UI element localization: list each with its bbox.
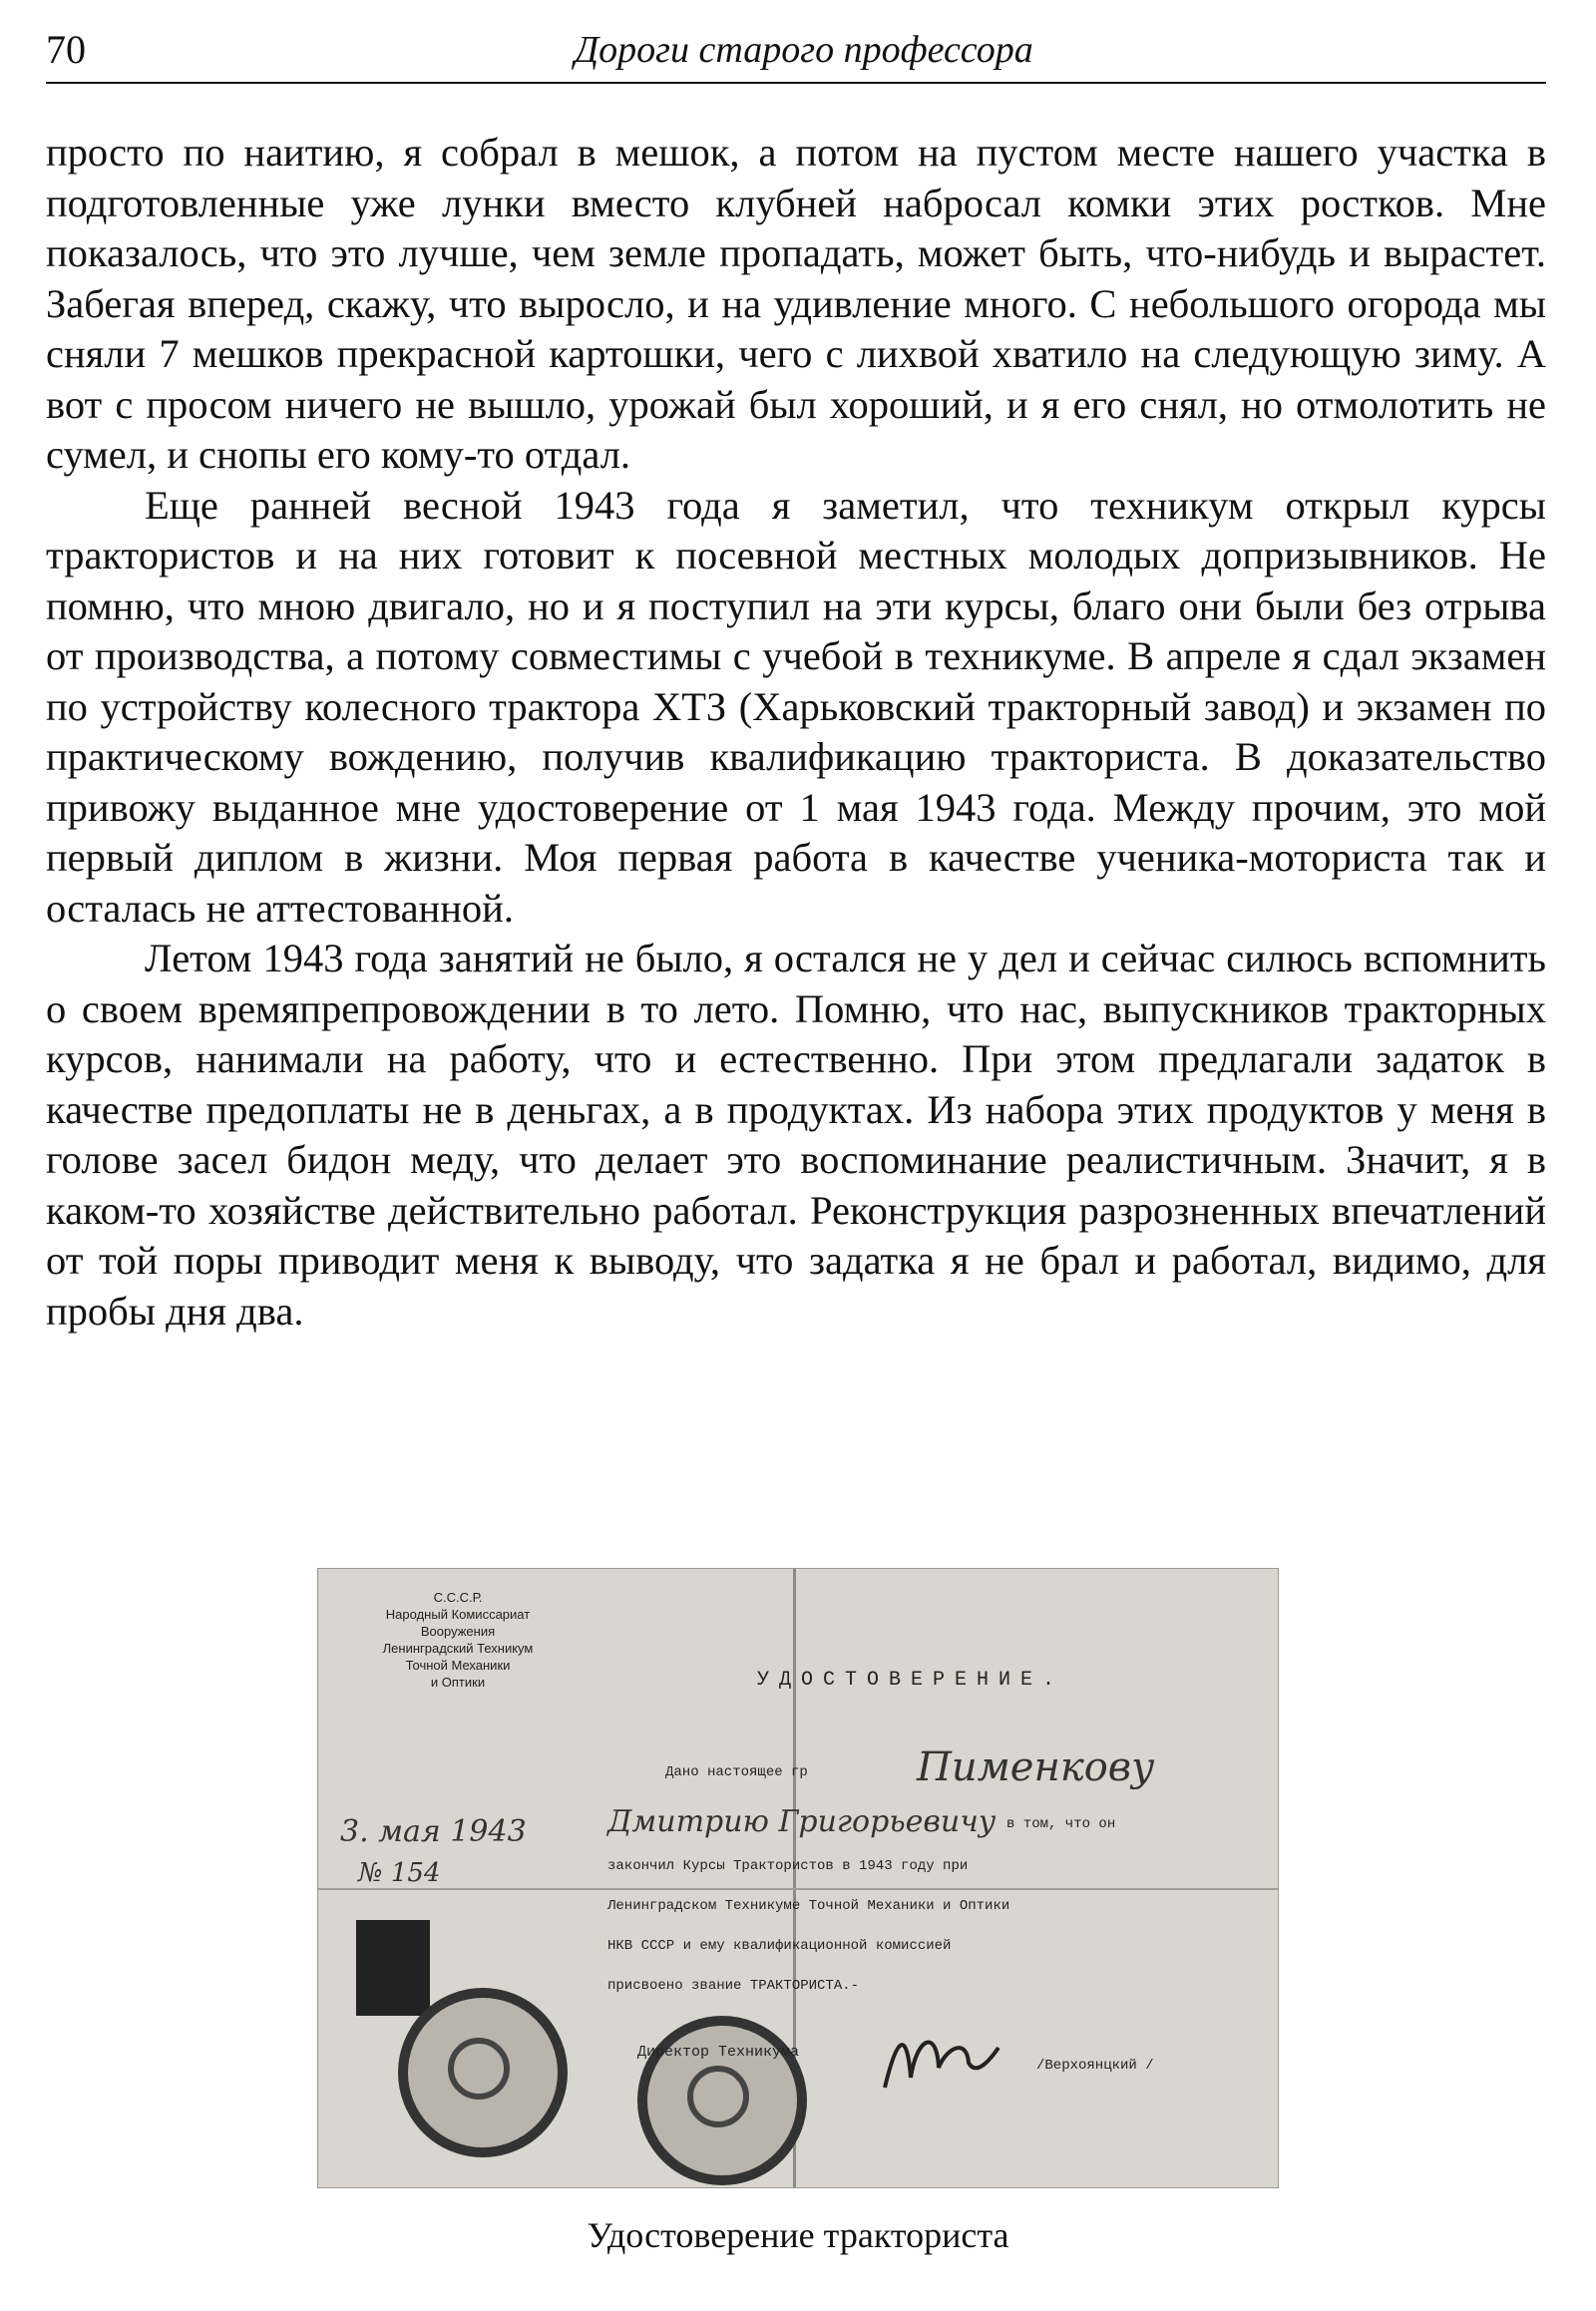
page-header [46, 22, 1546, 84]
round-seal [398, 1988, 568, 2157]
typed-line: закончил Курсы Трактористов в 1943 году при [607, 1858, 969, 1874]
fold-line-horizontal [318, 1888, 1278, 1890]
round-seal [637, 2016, 807, 2185]
certificate-title: УДОСТОВЕРЕНИЕ. [757, 1669, 1065, 1692]
stamp-line: Ленинградский Техникум [382, 1641, 534, 1656]
figure-caption: Удостоверение тракториста [587, 2215, 1009, 2255]
paragraph-1: просто по наитию, я собрал в мешок, а потом на пустом месте нашего участка в подготовленные уже лунки вместо клубней набросал комки этих ростков. Мне показалось, что это лучше, чем земле пропадать, может быть, что-нибудь и вырастет. Забегая вперед, скажу, что выросло, и на удивление много. С небольшого огорода мы сняли 7 мешков прекрасной картошки, чего с лихвой хватило на следующую зиму. А вот с просом ничего не вышло, урожай был хороший, и я его снял, но отмолотить не сумел, и снопы его кому-то отдал. [46, 130, 1546, 477]
stamp-line: Народный Комиссариат [385, 1607, 531, 1622]
certificate-photo [317, 1568, 1279, 2188]
typed-line: Дано настоящее гр [665, 1764, 808, 1780]
issue-date: 3. мая 1943 [340, 1814, 527, 1849]
page-number: 70 [46, 27, 86, 72]
recipient-surname: Пименкову [917, 1744, 1155, 1790]
portrait-photo [356, 1920, 430, 2016]
stamp-line: и Оптики [430, 1675, 486, 1690]
issuer-stamp [328, 1589, 588, 1691]
certificate-number: № 154 [358, 1858, 441, 1888]
body-text [46, 128, 1546, 1337]
typed-line: присвоено звание ТРАКТОРИСТА.- [607, 1978, 860, 1994]
stamp-line: Вооружения [420, 1624, 496, 1639]
stamp-line: Точной Механики [405, 1658, 511, 1673]
running-title: Дороги старого профессора [575, 29, 1033, 71]
typed-line: НКВ СССР и ему квалификационной комиссией [607, 1938, 952, 1954]
stamp-line: С.С.С.Р. [433, 1590, 483, 1605]
signatory-name: /Верхоянцкий / [1036, 2058, 1154, 2074]
handwritten-signature [877, 2018, 1006, 2108]
paragraph-3: Летом 1943 года занятий не было, я остался не у дел и сейчас силюсь вспомнить о своем времяпрепровождении в то лето. Помню, что нас, выпускников тракторных курсов, нанимали на работу, что и естественно. При этом предлагали задаток в качестве предоплаты не в деньгах, а в продуктах. Из набора этих продуктов у меня в голове засел бидон меду, что делает это воспоминание реалистичным. Значит, я в каком-то хозяйстве действительно работал. Реконструкция разрозненных впечатлений от той поры приводит меня к выводу, что задатка я не брал и работал, видимо, для пробы дня два. [46, 936, 1546, 1334]
typed-line: Ленинградском Техникуме Точной Механики и Оптики [607, 1898, 1010, 1914]
signature-label: Директор Техникума [637, 2044, 800, 2061]
paragraph-2: Еще ранней весной 1943 года я заметил, что техникум открыл курсы трактористов и на них готовит к посевной местных молодых допризывников. Не помню, что мною двигало, но и я поступил на эти курсы, благо они были без отрыва от производства, а потому совместимы с учебой в техникуме. В апреле я сдал экзамен по устройству колесного трактора ХТЗ (Харьковский тракторный завод) и экзамен по практическому вождению, получив квалификацию тракториста. В доказательство привожу выданное мне удостоверение от 1 мая 1943 года. Между прочим, это мой первый диплом в жизни. Моя первая работа в качестве ученика-моториста так и осталась не аттестованной. [46, 482, 1546, 931]
typed-line: в том, что он [1006, 1816, 1116, 1832]
recipient-name: Дмитрию Григорьевичу [607, 1804, 997, 1839]
